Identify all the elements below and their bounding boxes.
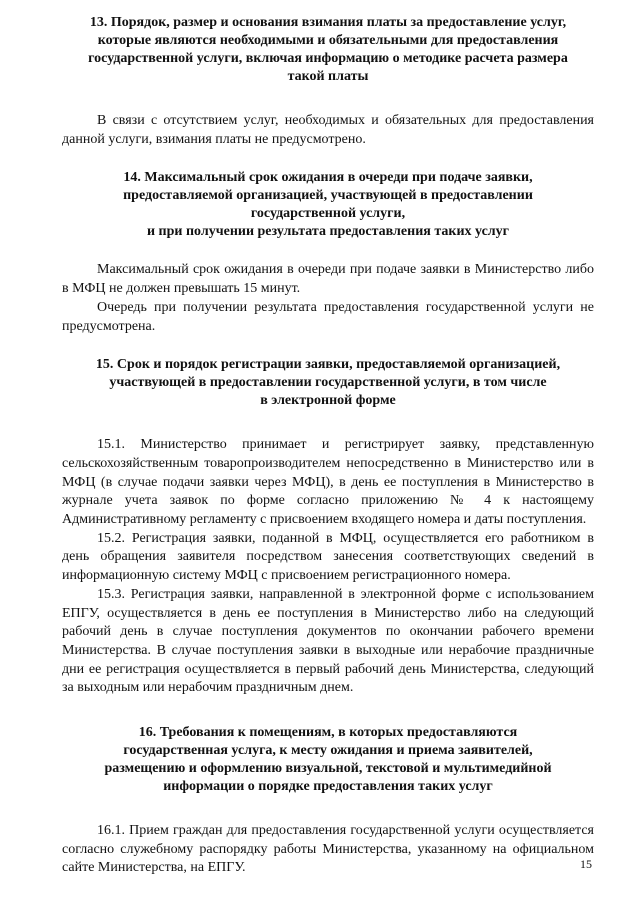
section-15-paragraph: 15.2. Регистрация заявки, поданной в МФЦ, осуществляется его работником в день обращения заявителя посредством занесения соответствующих сведений в информационную систему МФЦ с присвоением регистрационного номера. — [62, 530, 594, 584]
heading-line: 14. Максимальный срок ожидания в очереди при подаче заявки, — [123, 170, 533, 186]
heading-line: участвующей в предоставлении государственной услуги, в том числе — [109, 375, 547, 391]
section-16-heading — [62, 724, 594, 796]
heading-line: государственная услуга, к месту ожидания и приема заявителей, — [123, 743, 533, 759]
heading-line: 13. Порядок, размер и основания взимания платы за предоставление услуг, — [89, 15, 567, 30]
section-14-paragraph: Очередь при получении результата предоставления государственной услуги не предусмотрена. — [62, 299, 594, 334]
document-page — [62, 14, 594, 878]
heading-line: 15. Срок и порядок регистрации заявки, предоставляемой организацией, — [95, 357, 561, 373]
heading-line: размещению и оформлению визуальной, текстовой и мультимедийной — [104, 761, 552, 777]
heading-line: в электронной форме — [260, 393, 396, 409]
section-14-paragraph: Максимальный срок ожидания в очереди при подаче заявки в Министерство либо в МФЦ не должен превышать 15 минут. — [62, 262, 594, 297]
section-14-heading — [62, 169, 594, 241]
section-15-paragraph: 15.3. Регистрация заявки, направленной в электронной форме с использованием ЕПГУ, осуществляется в день ее поступления в Министерство либо на следующий рабочий день в случае поступления документов по окончании рабочего времени Министерства. В случае поступления заявки в выходные или нерабочие праздничные дни ее регистрация осуществляется в первый рабочий день Министерства, следующий за выходным или нерабочим праздничным днем. — [62, 586, 594, 696]
page-number: 15 — [580, 857, 592, 871]
section-15-heading — [62, 356, 594, 410]
heading-line: 16. Требования к помещениям, в которых предоставляются — [138, 725, 518, 741]
heading-line: которые являются необходимыми и обязательными для предоставления — [97, 33, 559, 48]
heading-line: и при получении результата предоставления таких услуг — [146, 224, 510, 240]
section-13-heading — [62, 14, 594, 86]
heading-line: государственной услуги, — [250, 206, 406, 222]
heading-line: предоставляемой организацией, участвующей в предоставлении — [123, 188, 533, 204]
section-15-paragraph: 15.1. Министерство принимает и регистрирует заявку, представленную сельскохозяйственным товаропроизводителем непосредственно в Министерство или в МФЦ (в случае подачи заявки через МФЦ), в день ее поступления в Министерство в журнале учета заявок по форме согласно приложению № 4 к настоящему Административному регламенту с присвоением входящего номера и даты поступления. — [62, 437, 594, 528]
heading-line: такой платы — [287, 69, 369, 84]
section-16-paragraph: 16.1. Прием граждан для предоставления государственной услуги осуществляется согласно служебному распорядку работы Министерства, указанному на официальном сайте Министерства, на ЕПГУ. — [62, 823, 594, 876]
heading-line: государственной услуги, включая информацию о методике расчета размера — [88, 51, 568, 66]
section-13-paragraph: В связи с отсутствием услуг, необходимых и обязательных для предоставления данной услуги, взимания платы не предусмотрено. — [62, 113, 594, 147]
heading-line: информации о порядке предоставления таких услуг — [163, 779, 493, 795]
